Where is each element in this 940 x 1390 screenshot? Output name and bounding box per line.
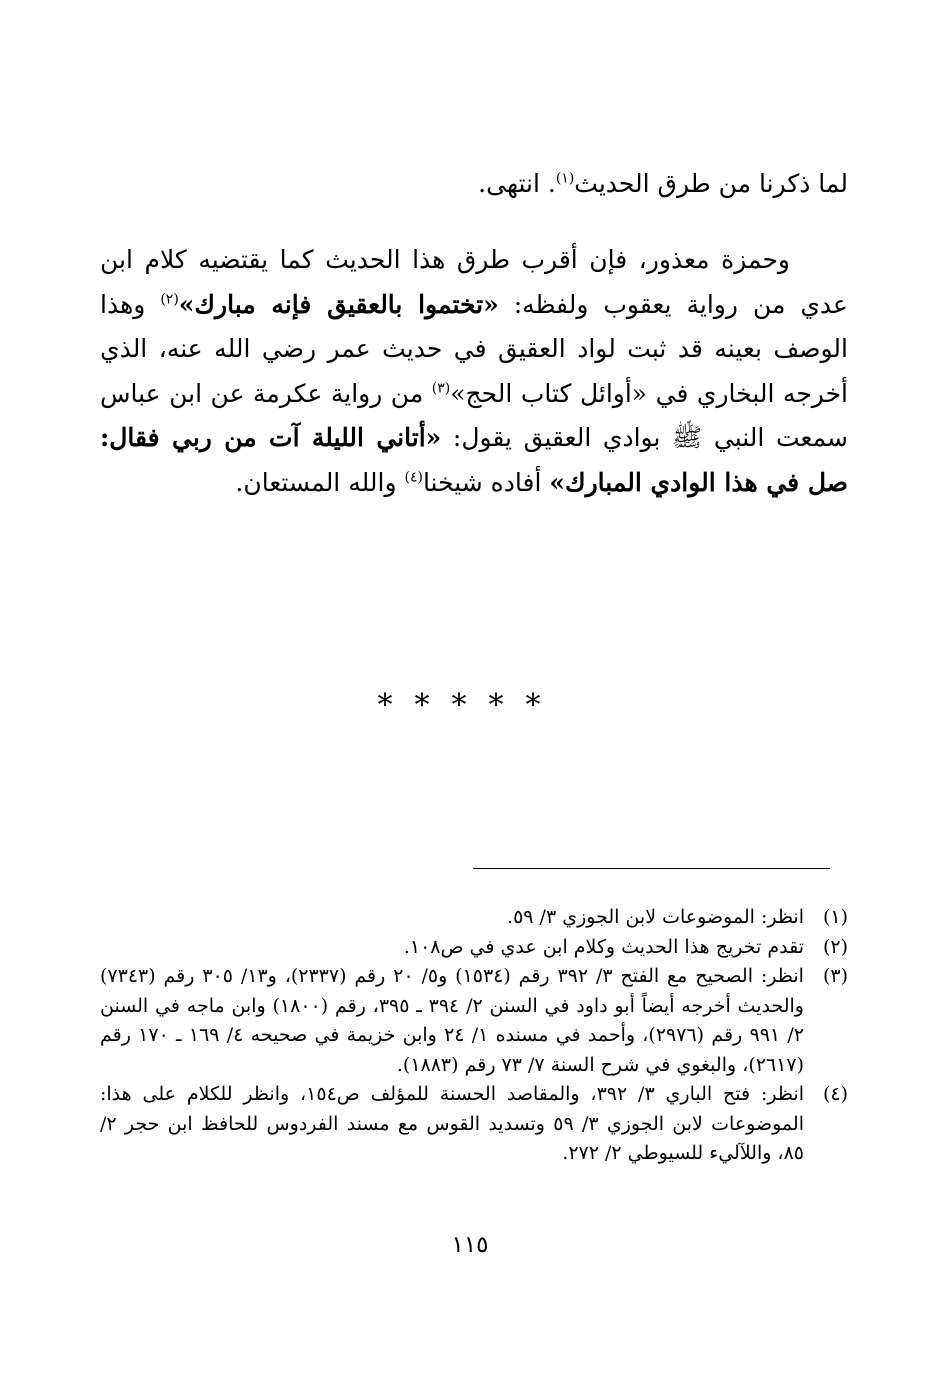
footnote-ref-4: (٤) [404,469,423,486]
opening-text: لما ذكرنا من طرق الحديث [574,169,848,198]
footnote-ref-3: (٣) [431,380,451,397]
footnote-item [100,933,848,963]
opening-paragraph [100,162,848,207]
opening-end: . انتهى. [478,169,556,198]
paragraph-segment-c: من رواية عكرمة عن ابن عباس سمعت النبي ﷺ بوادي العقيق يقول: [100,378,848,452]
footnote-number: (٢) [822,935,848,958]
footnote-number: (١) [822,906,848,928]
footnote-ref-1: (١) [555,170,575,187]
page-number: ١١٥ [451,1232,489,1258]
hadith-quote-1: «تختموا بالعقيق فإنه مبارك» [178,289,499,319]
footnote-number: (٣) [822,965,848,987]
footnote-text: انظر: الموضوعات لابن الجوزي ٣/ ٥٩. [507,906,804,928]
book-title-quote: «أوائل كتاب الحج» [450,378,648,408]
main-paragraph-text [100,238,848,505]
main-paragraph [100,238,848,505]
footnote-text: تقدم تخريج هذا الحديث وكلام ابن عدي في ص١٠٨. [403,935,804,958]
paragraph-segment-e: والله المستعان. [235,467,405,497]
footnote-number: (٤) [822,1083,848,1105]
hadith-quote-2: «أتاني الليلة آت من ربي فقال: صل في هذا الوادي المبارك» [100,423,848,497]
footnote-separator-line [473,868,830,869]
footnotes-section [100,903,848,1169]
footnote-text: انظر: الصحيح مع الفتح ٣/ ٣٩٢ رقم (١٥٣٤) و٥/ ٢٠ رقم (٢٣٣٧)، و١٣/ ٣٠٥ رقم (٧٣٤٣) والحديث أخرجه أيضاً أبو داود في السنن ٢/ ٣٩٤ ـ ٣٩٥، رقم (١٨٠٠) وابن ماجه في السنن ٢/ ٩٩١ رقم (٢٩٧٦)، وأحمد في مسنده ١/ ٢٤ وابن خزيمة في صحيحه ٤/ ١٦٩ ـ ١٧٠ رقم (٢٦١٧)، والبغوي في شرح السنة ٧/ ٧٣ رقم (١٨٨٣). [100,965,804,1076]
paragraph-segment-b: وهذا الوصف بعينه قد ثبت لواد العقيق في حديث عمر رضي الله عنه، الذي أخرجه البخاري في [100,289,848,408]
footnote-text: انظر: فتح الباري ٣/ ٣٩٢، والمقاصد الحسنة للمؤلف ص١٥٤، وانظر للكلام على هذا: الموضوعات لابن الجوزي ٣/ ٥٩ وتسديد القوس مع مسند الفردوس للحافظ ابن حجر ٢/ ٨٥، واللآليء للسيوطي ٢/ ٢٧٢. [100,1083,804,1164]
paragraph-segment-d: أفاده شيخنا [422,467,550,497]
paragraph-segment-a: وحمزة معذور، فإن أقرب طرق هذا الحديث كما يقتضيه كلام ابن عدي من رواية يعقوب ولفظه: [100,245,848,319]
footnote-ref-2: (٢) [160,291,179,308]
footnote-item [100,1080,848,1169]
section-divider-stars: ***** [377,688,563,723]
footnote-item [100,962,848,1080]
opening-line [100,162,848,207]
footnote-item [100,903,848,933]
